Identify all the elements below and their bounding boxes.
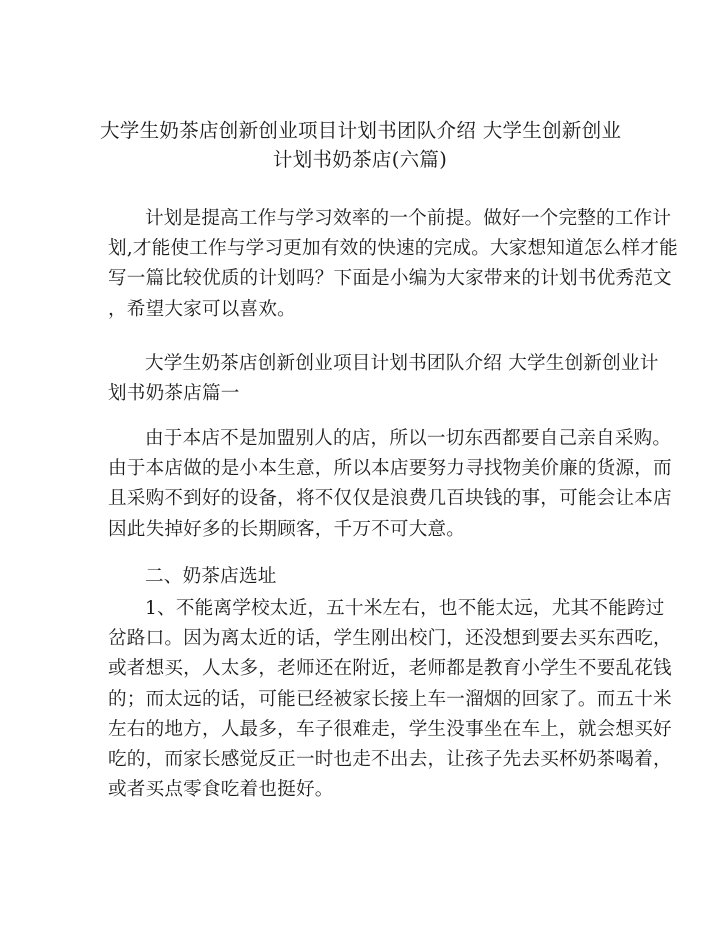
purchase-paragraph [108, 424, 672, 545]
text-line: 写一篇比较优质的计划吗？下面是小编为大家带来的计划书优秀范文 [108, 268, 672, 290]
section-heading [108, 562, 618, 592]
location-paragraph [108, 594, 672, 805]
text-line: 岔路口。因为离太近的话，学生刚出校门，还没想到要去买东西吃， [108, 628, 672, 650]
text-line: 左右的地方，人最多，车子很难走，学生没事坐在车上，就会想买好 [108, 718, 672, 740]
text-line: 由于本店做的是小本生意，所以本店要努力寻找物美价廉的货源，而 [108, 458, 672, 480]
chapter-heading [108, 349, 659, 409]
text-line: 或者买点零食吃着也挺好。 [108, 779, 334, 801]
text-line: 大学生奶茶店创新创业项目计划书团队介绍 大学生创新创业计 [145, 353, 659, 374]
document-title-line: 大学生奶茶店创新创业项目计划书团队介绍 大学生创新创业 [100, 119, 622, 142]
text-line: 且采购不到好的设备，将不仅仅是浪费几百块钱的事，可能会让本店 [108, 488, 672, 510]
text-line: 由于本店不是加盟别人的店，所以一切东西都要自己亲自采购。 [145, 428, 672, 449]
text-line: 的；而太远的话，可能已经被家长接上车一溜烟的回家了。而五十米 [108, 688, 672, 710]
text-line: 吃的，而家长感觉反正一时也走不出去，让孩子先去买杯奶茶喝着， [108, 749, 672, 771]
document-title-line: 计划书奶茶店(六篇) [272, 148, 448, 171]
text-line: 或者想买，人太多，老师还在附近，老师都是教育小学生不要乱花钱 [108, 658, 672, 680]
text-line: ，希望大家可以喜欢。 [108, 298, 296, 320]
text-line: 因此失掉好多的长期顾客，千万不可大意。 [108, 518, 466, 540]
text-line: 计划是提高工作与学习效率的一个前提。做好一个完整的工作计 [145, 208, 672, 229]
text-line: 划书奶茶店篇一 [108, 383, 240, 405]
document-title [100, 116, 620, 174]
section-heading-text: 二、奶茶店选址 [145, 566, 277, 587]
intro-paragraph [108, 204, 678, 325]
text-line: 划,才能使工作与学习更加有效的快速的完成。大家想知道怎么样才能 [108, 238, 678, 260]
text-line: 1、不能离学校太近，五十米左右，也不能太远，尤其不能跨过 [145, 598, 665, 619]
